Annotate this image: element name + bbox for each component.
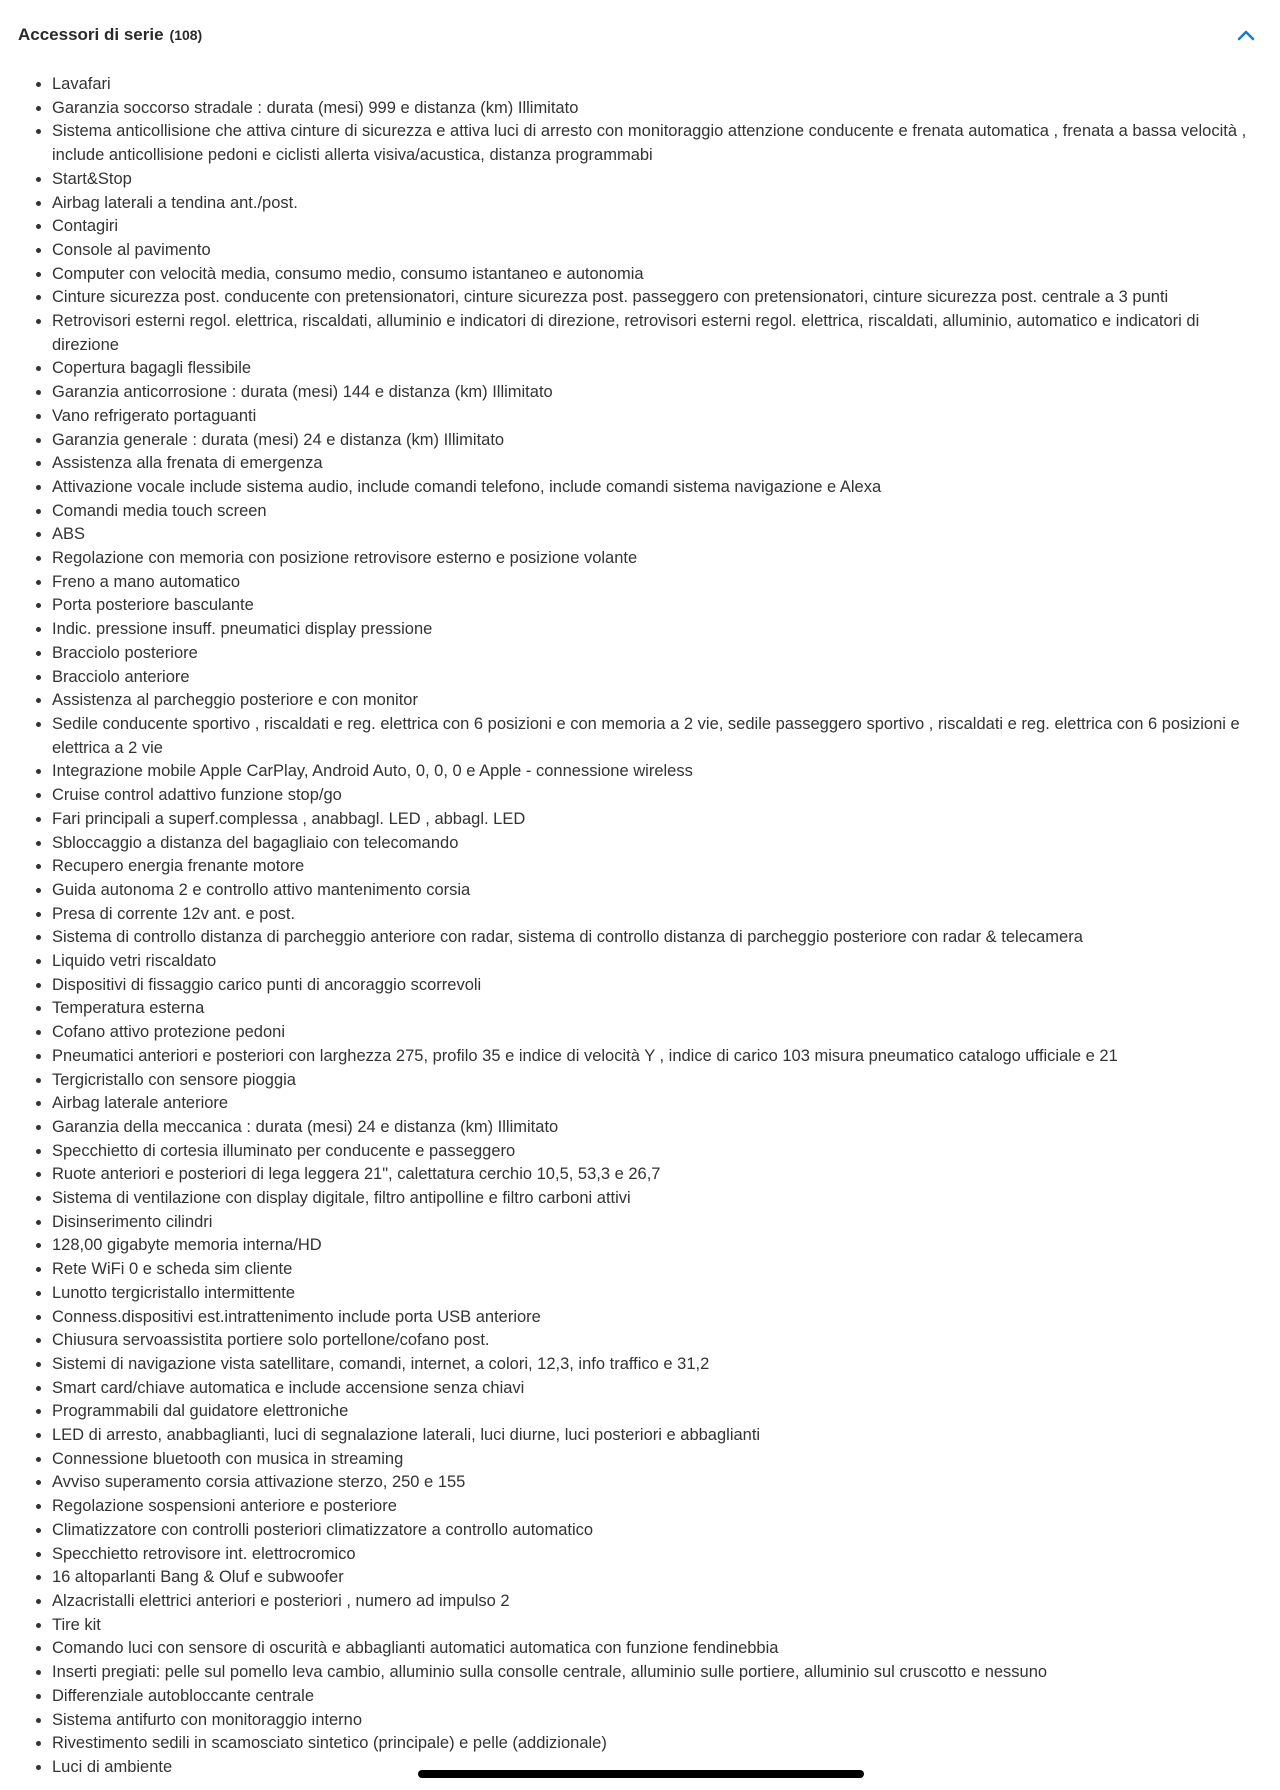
list-item: • Sistema anticollisione che attiva cinture di sicurezza e attiva luci di arresto con monitoraggio attenzione conducente e frenata automatica , frenata a bassa velocità , include anticollisione pedoni e ciclisti allerta visiva/acustica, distanza programmabi [52,120,1252,167]
list-item: • Freno a mano automatico [52,571,1252,595]
list-item: • Sistema di ventilazione con display digitale, filtro antipolline e filtro carboni attivi [52,1187,1252,1211]
list-item: • Retrovisori esterni regol. elettrica, riscaldati, alluminio e indicatori di direzione, retrovisori esterni regol. elettrica, riscaldati, alluminio, automatico e indicatori di direzione [52,310,1252,357]
list-item: • Porta posteriore basculante [52,594,1252,618]
list-item: • Temperatura esterna [52,997,1252,1021]
list-item: • Lavafari [52,73,1252,97]
list-item: • Programmabili dal guidatore elettroniche [52,1400,1252,1424]
list-item: • Liquido vetri riscaldato [52,950,1252,974]
list-item: • Start&Stop [52,168,1252,192]
list-item: • Avviso superamento corsia attivazione sterzo, 250 e 155 [52,1471,1252,1495]
list-item: • Inserti pregiati: pelle sul pomello leva cambio, alluminio sulla consolle centrale, alluminio sulle portiere, alluminio sul cruscotto e nessuno [52,1661,1252,1685]
list-item: • Luci di ambiente [52,1756,1252,1780]
list-item: • Tergicristallo con sensore pioggia [52,1069,1252,1093]
list-item: • Attivazione vocale include sistema audio, include comandi telefono, include comandi sistema navigazione e Alexa [52,476,1252,500]
list-item: • Bracciolo anteriore [52,666,1252,690]
home-indicator[interactable] [418,1770,864,1778]
list-item: • Assistenza al parcheggio posteriore e con monitor [52,689,1252,713]
chevron-up-icon [1236,28,1256,42]
list-item: • Sedile conducente sportivo , riscaldati e reg. elettrica con 6 posizioni e con memoria a 2 vie, sedile passeggero sportivo , riscaldati e reg. elettrica con 6 posizioni e elettrica a 2 vie [52,713,1252,760]
list-item: • Alzacristalli elettrici anteriori e posteriori , numero ad impulso 2 [52,1590,1252,1614]
list-item: • Regolazione con memoria con posizione retrovisore esterno e posizione volante [52,547,1252,571]
list-item: • Recupero energia frenante motore [52,855,1252,879]
list-item: • Presa di corrente 12v ant. e post. [52,903,1252,927]
list-item: • Disinserimento cilindri [52,1211,1252,1235]
list-item: • Bracciolo posteriore [52,642,1252,666]
list-item: • Connessione bluetooth con musica in streaming [52,1448,1252,1472]
section-title: Accessori di serie [18,25,164,44]
list-item: • Airbag laterali a tendina ant./post. [52,192,1252,216]
list-item: • 16 altoparlanti Bang & Oluf e subwoofer [52,1566,1252,1590]
list-item: • Airbag laterale anteriore [52,1092,1252,1116]
list-item: • Differenziale autobloccante centrale [52,1685,1252,1709]
list-item: • Vano refrigerato portaguanti [52,405,1252,429]
list-item: • Cruise control adattivo funzione stop/go [52,784,1252,808]
list-item: • Indic. pressione insuff. pneumatici display pressione [52,618,1252,642]
list-item: • Chiusura servoassistita portiere solo portellone/cofano post. [52,1329,1252,1353]
list-item: • Copertura bagagli flessibile [52,357,1252,381]
accessories-section-header[interactable] [18,20,1262,50]
list-item: • Rete WiFi 0 e scheda sim cliente [52,1258,1252,1282]
list-item: • Computer con velocità media, consumo medio, consumo istantaneo e autonomia [52,263,1252,287]
list-item: • Sistema antifurto con monitoraggio interno [52,1709,1252,1733]
section-count: (108) [169,27,203,43]
list-item: • LED di arresto, anabbaglianti, luci di segnalazione laterali, luci diurne, luci posteriori e abbaglianti [52,1424,1252,1448]
list-item: • Tire kit [52,1614,1252,1638]
list-item: • ABS [52,523,1252,547]
list-item: • Assistenza alla frenata di emergenza [52,452,1252,476]
list-item: • Garanzia anticorrosione : durata (mesi) 144 e distanza (km) Illimitato [52,381,1252,405]
list-item: • Regolazione sospensioni anteriore e posteriore [52,1495,1252,1519]
list-item: • Climatizzatore con controlli posteriori climatizzatore a controllo automatico [52,1519,1252,1543]
list-item: • 128,00 gigabyte memoria interna/HD [52,1234,1252,1258]
list-item: • Pneumatici anteriori e posteriori con larghezza 275, profilo 35 e indice di velocità Y , indice di carico 103 misura pneumatico catalogo ufficiale e 21 [52,1045,1252,1069]
list-item: • Sistema di controllo distanza di parcheggio anteriore con radar, sistema di controllo distanza di parcheggio posteriore con radar & telecamera [52,926,1252,950]
accessories-list [0,73,1252,1780]
list-item: • Cofano attivo protezione pedoni [52,1021,1252,1045]
list-item: • Dispositivi di fissaggio carico punti di ancoraggio scorrevoli [52,974,1252,998]
list-item: • Cinture sicurezza post. conducente con pretensionatori, cinture sicurezza post. passeggero con pretensionatori, cinture sicurezza post. centrale a 3 punti [52,286,1252,310]
list-item: • Fari principali a superf.complessa , anabbagl. LED , abbagl. LED [52,808,1252,832]
list-item: • Console al pavimento [52,239,1252,263]
collapse-toggle-button[interactable] [1232,21,1260,49]
list-item: • Ruote anteriori e posteriori di lega leggera 21", calettatura cerchio 10,5, 53,3 e 26,7 [52,1163,1252,1187]
list-item: • Contagiri [52,215,1252,239]
list-item: • Comando luci con sensore di oscurità e abbaglianti automatici automatica con funzione fendinebbia [52,1637,1252,1661]
list-item: • Sistemi di navigazione vista satellitare, comandi, internet, a colori, 12,3, info traffico e 31,2 [52,1353,1252,1377]
list-item: • Garanzia soccorso stradale : durata (mesi) 999 e distanza (km) Illimitato [52,97,1252,121]
list-item: • Garanzia della meccanica : durata (mesi) 24 e distanza (km) Illimitato [52,1116,1252,1140]
list-item: • Rivestimento sedili in scamosciato sintetico (principale) e pelle (addizionale) [52,1732,1252,1756]
list-item: • Comandi media touch screen [52,500,1252,524]
list-item: • Specchietto retrovisore int. elettrocromico [52,1543,1252,1567]
section-title-group [18,25,202,45]
list-item: • Guida autonoma 2 e controllo attivo mantenimento corsia [52,879,1252,903]
list-item: • Smart card/chiave automatica e include accensione senza chiavi [52,1377,1252,1401]
list-item: • Garanzia generale : durata (mesi) 24 e distanza (km) Illimitato [52,429,1252,453]
list-item: • Conness.dispositivi est.intrattenimento include porta USB anteriore [52,1306,1252,1330]
list-item: • Integrazione mobile Apple CarPlay, Android Auto, 0, 0, 0 e Apple - connessione wireless [52,760,1252,784]
list-item: • Specchietto di cortesia illuminato per conducente e passeggero [52,1140,1252,1164]
list-item: • Lunotto tergicristallo intermittente [52,1282,1252,1306]
list-item: • Sbloccaggio a distanza del bagagliaio con telecomando [52,832,1252,856]
